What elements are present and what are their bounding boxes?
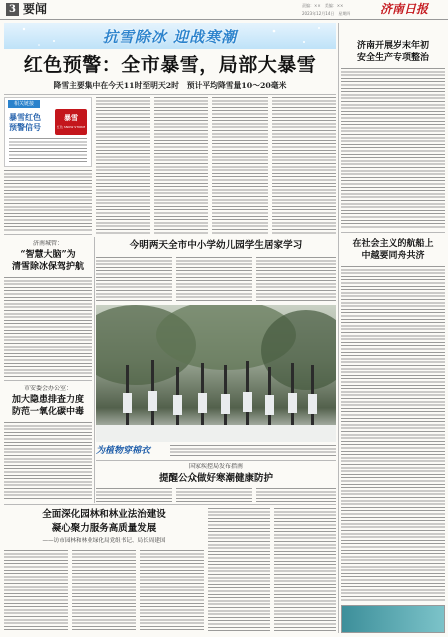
rule — [4, 234, 92, 235]
school-body-col-3 — [256, 257, 336, 303]
signal-sublabel: 红色 SNOW STORM — [56, 125, 86, 129]
info-line: 责编：×× 美编：×× — [302, 3, 344, 8]
school-body-col-2 — [176, 257, 252, 303]
rule — [341, 232, 445, 233]
left-story-2-title-1: 加大隐患排查力度 — [11, 395, 84, 405]
snowstorm-signal-icon — [55, 109, 87, 135]
column-divider — [94, 237, 95, 503]
health-kicker: 国家疾控局发布指南 — [188, 463, 243, 470]
rule — [4, 94, 336, 95]
lead-body-col-1 — [96, 97, 150, 235]
right-story-1-body — [341, 68, 445, 228]
bottom-body-col-1 — [4, 550, 68, 632]
right-story-1-title-1: 济南开展岁末年初 — [356, 41, 429, 51]
rule — [4, 504, 336, 505]
lead-body-col-2 — [154, 97, 208, 235]
health-body-col-2 — [176, 488, 252, 502]
bottom-headline-1: 全面深化园林和林业法治建设 — [42, 509, 166, 520]
lead-headline: 红色预警：全市暴雪，局部大暴雪 — [23, 54, 317, 76]
left-story-1-title-1: “智慧大脑”为 — [20, 250, 76, 260]
school-body-col-1 — [96, 257, 172, 303]
right-story-1-title-2: 安全生产专项整治 — [356, 53, 429, 63]
left-story-2-body — [4, 422, 92, 500]
date-line: 2023年12月14日 星期四 — [302, 11, 351, 16]
left-story-1-kicker: 济南城管： — [32, 240, 63, 247]
bottom-headline-2: 凝心聚力服务高质量发展 — [51, 523, 157, 534]
lead-body-col-4 — [272, 97, 336, 235]
bottom-body-col-4 — [208, 508, 270, 632]
lead-subheadline: 降雪主要集中在今天11时至明天2时 预计平均降雪量10～20毫米 — [53, 81, 287, 90]
left-story-1-title-2: 清雪除冰保驾护航 — [11, 262, 84, 272]
rule — [96, 460, 336, 461]
bottom-byline: ——访市园林和林业绿化局党组书记、局长周建国 — [42, 538, 166, 544]
left-story-2-title-2: 防范一氧化碳中毒 — [11, 407, 84, 417]
sidebar-tag: 相关链接 — [8, 100, 40, 108]
paper-logo: 济南日报 — [380, 2, 429, 16]
sidebar-box — [4, 97, 92, 167]
school-headline: 今明两天全市中小学幼儿园学生居家学习 — [129, 240, 303, 251]
sidebar-body-text — [9, 138, 87, 164]
bottom-body-col-2 — [72, 550, 136, 632]
sidebar-title-2: 预警信号 — [9, 122, 41, 132]
page-number: 3 — [6, 3, 19, 16]
health-body-col-1 — [96, 488, 172, 502]
bottom-body-col-5 — [274, 508, 336, 632]
right-bottom-ad — [341, 605, 445, 633]
rule — [4, 380, 92, 381]
right-story-2-title-1: 在社会主义的航船上 — [352, 239, 434, 249]
left-story-1-body — [4, 277, 92, 377]
right-story-2-body — [341, 266, 445, 602]
right-story-2-title-2: 中越要同舟共济 — [361, 251, 425, 261]
masthead — [0, 0, 448, 20]
health-body-col-3 — [256, 488, 336, 502]
photo-trees — [96, 305, 336, 442]
banner — [4, 23, 336, 49]
section-name: 要闻 — [23, 2, 48, 16]
left-story-2-kicker: 市安委会办公室： — [23, 385, 72, 392]
health-headline: 提醒公众做好寒潮健康防护 — [158, 473, 273, 484]
sidebar-title-1: 暴雪红色 — [9, 112, 41, 122]
column-divider — [338, 23, 339, 633]
lead-body-col-3 — [212, 97, 268, 235]
news-photo — [96, 305, 336, 442]
photo-caption-title: 为植物穿棉衣 — [96, 446, 151, 456]
photo-caption-text — [170, 445, 336, 457]
signal-label: 暴雪 — [64, 113, 78, 122]
bottom-body-col-3 — [140, 550, 204, 632]
banner-slogan: 抗雪除冰 迎战寒潮 — [102, 28, 238, 46]
left-body-text-1 — [4, 170, 92, 232]
